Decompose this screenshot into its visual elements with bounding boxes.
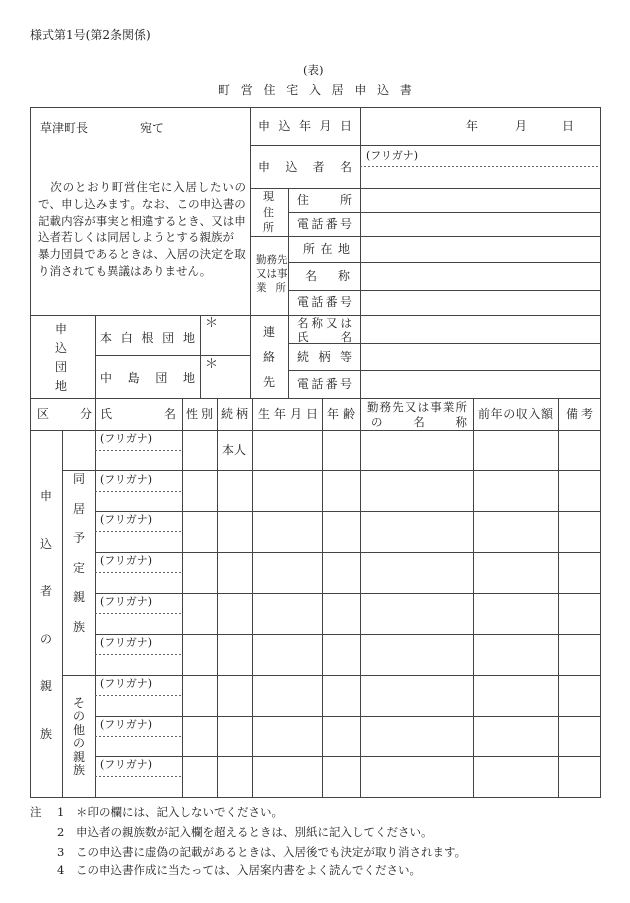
current-phone-label: 電 話 番 号 bbox=[297, 217, 352, 231]
declaration-line: 次 の と お り 町 営 住 宅 に 入 居 し た い の bbox=[50, 180, 246, 194]
contact-relation-label: 続 柄 等 bbox=[297, 350, 352, 364]
applicant-furigana-label: (フリガナ) bbox=[366, 149, 419, 162]
declaration-line: 暴 力 団 員 で あ る と き は 、 入 居 の 決 定 を 取 bbox=[38, 247, 246, 261]
housing-option-mark: ＊ bbox=[205, 316, 219, 331]
family-row-furigana: (フリガナ) bbox=[100, 513, 153, 526]
family-row-furigana: (フリガナ) bbox=[100, 718, 153, 731]
col-header-age: 年 齢 bbox=[327, 407, 355, 421]
workplace-name-label: 名 称 bbox=[305, 269, 350, 283]
family-group-label: 申 込 者 の 親 族 bbox=[40, 489, 53, 741]
col-header-income: 前 年 の 収 入 額 bbox=[478, 407, 553, 421]
contact-name-label-line: 氏 名 bbox=[297, 330, 352, 344]
notes-label: 注 bbox=[30, 805, 42, 819]
note-text: この申込書に虚偽の記載があるときは、入居後でも決定が取り消されます。 bbox=[76, 845, 467, 859]
current-address-label: 住 所 bbox=[297, 193, 352, 207]
col-header-sex: 性 別 bbox=[186, 407, 213, 421]
note-number: 2 bbox=[57, 825, 65, 839]
col-header-workplace-line: 勤 務 先 又 は 事 業 所 bbox=[367, 400, 467, 414]
housing-option-mark: ＊ bbox=[205, 357, 219, 372]
housing-option-nakajima: 中 島 団 地 bbox=[100, 371, 195, 385]
current-address-group-label: 現 住 所 bbox=[263, 190, 274, 234]
cohabit-group-label: 同 居 予 定 親 族 bbox=[73, 472, 86, 634]
note-number: 1 bbox=[57, 805, 65, 819]
family-row-furigana: (フリガナ) bbox=[100, 595, 153, 608]
family-row-furigana: (フリガナ) bbox=[100, 758, 153, 771]
workplace-group-label-line: 勤 務 先 bbox=[256, 254, 288, 266]
declaration-line: 記 載 内 容 が 事 実 と 相 違 す る と き 、 又 は 申 bbox=[38, 214, 246, 228]
family-row-furigana: (フリガナ) bbox=[100, 432, 153, 445]
col-header-relation: 続 柄 bbox=[221, 407, 248, 421]
declaration-line: で 、 申 し 込 み ま す 。 な お 、 こ の 申 込 書 の bbox=[38, 197, 246, 211]
note-number: 4 bbox=[57, 863, 65, 877]
col-header-birthdate: 生 年 月 日 bbox=[258, 407, 318, 421]
other-relatives-group-label: そ の 他 の 親 族 bbox=[73, 696, 86, 777]
contact-group-label: 連 絡 先 bbox=[263, 325, 276, 389]
declaration-line: 込 者 若 し く は 同 居 し よ う と す る 親 族 が bbox=[38, 230, 234, 244]
family-row-furigana: (フリガナ) bbox=[100, 636, 153, 649]
note-text: 申込者の親族数が記入欄を超えるときは、別紙に記入してください。 bbox=[76, 825, 433, 839]
form-code: 様式第1号(第2条関係) bbox=[30, 28, 151, 42]
contact-name-label-line: 名 称 又 は bbox=[297, 316, 352, 330]
addressee-name: 草津町長 bbox=[40, 121, 89, 135]
applicant-name-label: 申 込 者 名 bbox=[258, 160, 352, 174]
contact-phone-label: 電 話 番 号 bbox=[297, 377, 352, 391]
family-row-furigana: (フリガナ) bbox=[100, 473, 153, 486]
page-title: 町 営 住 宅 入 居 申 込 書 bbox=[218, 83, 412, 97]
workplace-group-label-line: 又 は 事 bbox=[256, 268, 288, 280]
declaration-line: り消されても異議はありません。 bbox=[38, 264, 212, 278]
housing-option-motoshirane: 本 白 根 団 地 bbox=[100, 331, 195, 345]
date-day-unit: 日 bbox=[562, 119, 575, 133]
workplace-location-label: 所 在 地 bbox=[303, 242, 350, 256]
housing-group-label: 申 込 団 地 bbox=[55, 322, 68, 393]
page-side-label: (表) bbox=[303, 63, 324, 77]
self-relation-value: 本人 bbox=[222, 443, 247, 457]
family-row-furigana: (フリガナ) bbox=[100, 554, 153, 567]
workplace-group-label-line: 業 所 bbox=[256, 282, 286, 294]
note-text: この申込書作成に当たっては、入居案内書をよく読んでください。 bbox=[76, 863, 421, 877]
col-header-name: 氏 名 bbox=[100, 407, 176, 421]
col-header-category: 区 分 bbox=[37, 407, 92, 421]
application-date-label: 申 込 年 月 日 bbox=[258, 119, 352, 133]
date-year-unit: 年 bbox=[466, 119, 479, 133]
addressee-suffix: 宛て bbox=[140, 121, 165, 135]
family-row-furigana: (フリガナ) bbox=[100, 677, 153, 690]
col-header-remarks: 備 考 bbox=[566, 407, 593, 421]
date-month-unit: 月 bbox=[515, 119, 528, 133]
workplace-phone-label: 電 話 番 号 bbox=[297, 295, 352, 309]
note-text: ＊印の欄には、記入しないでください。 bbox=[76, 805, 283, 819]
note-number: 3 bbox=[57, 845, 65, 859]
col-header-workplace-line: の 名 称 bbox=[371, 415, 467, 429]
